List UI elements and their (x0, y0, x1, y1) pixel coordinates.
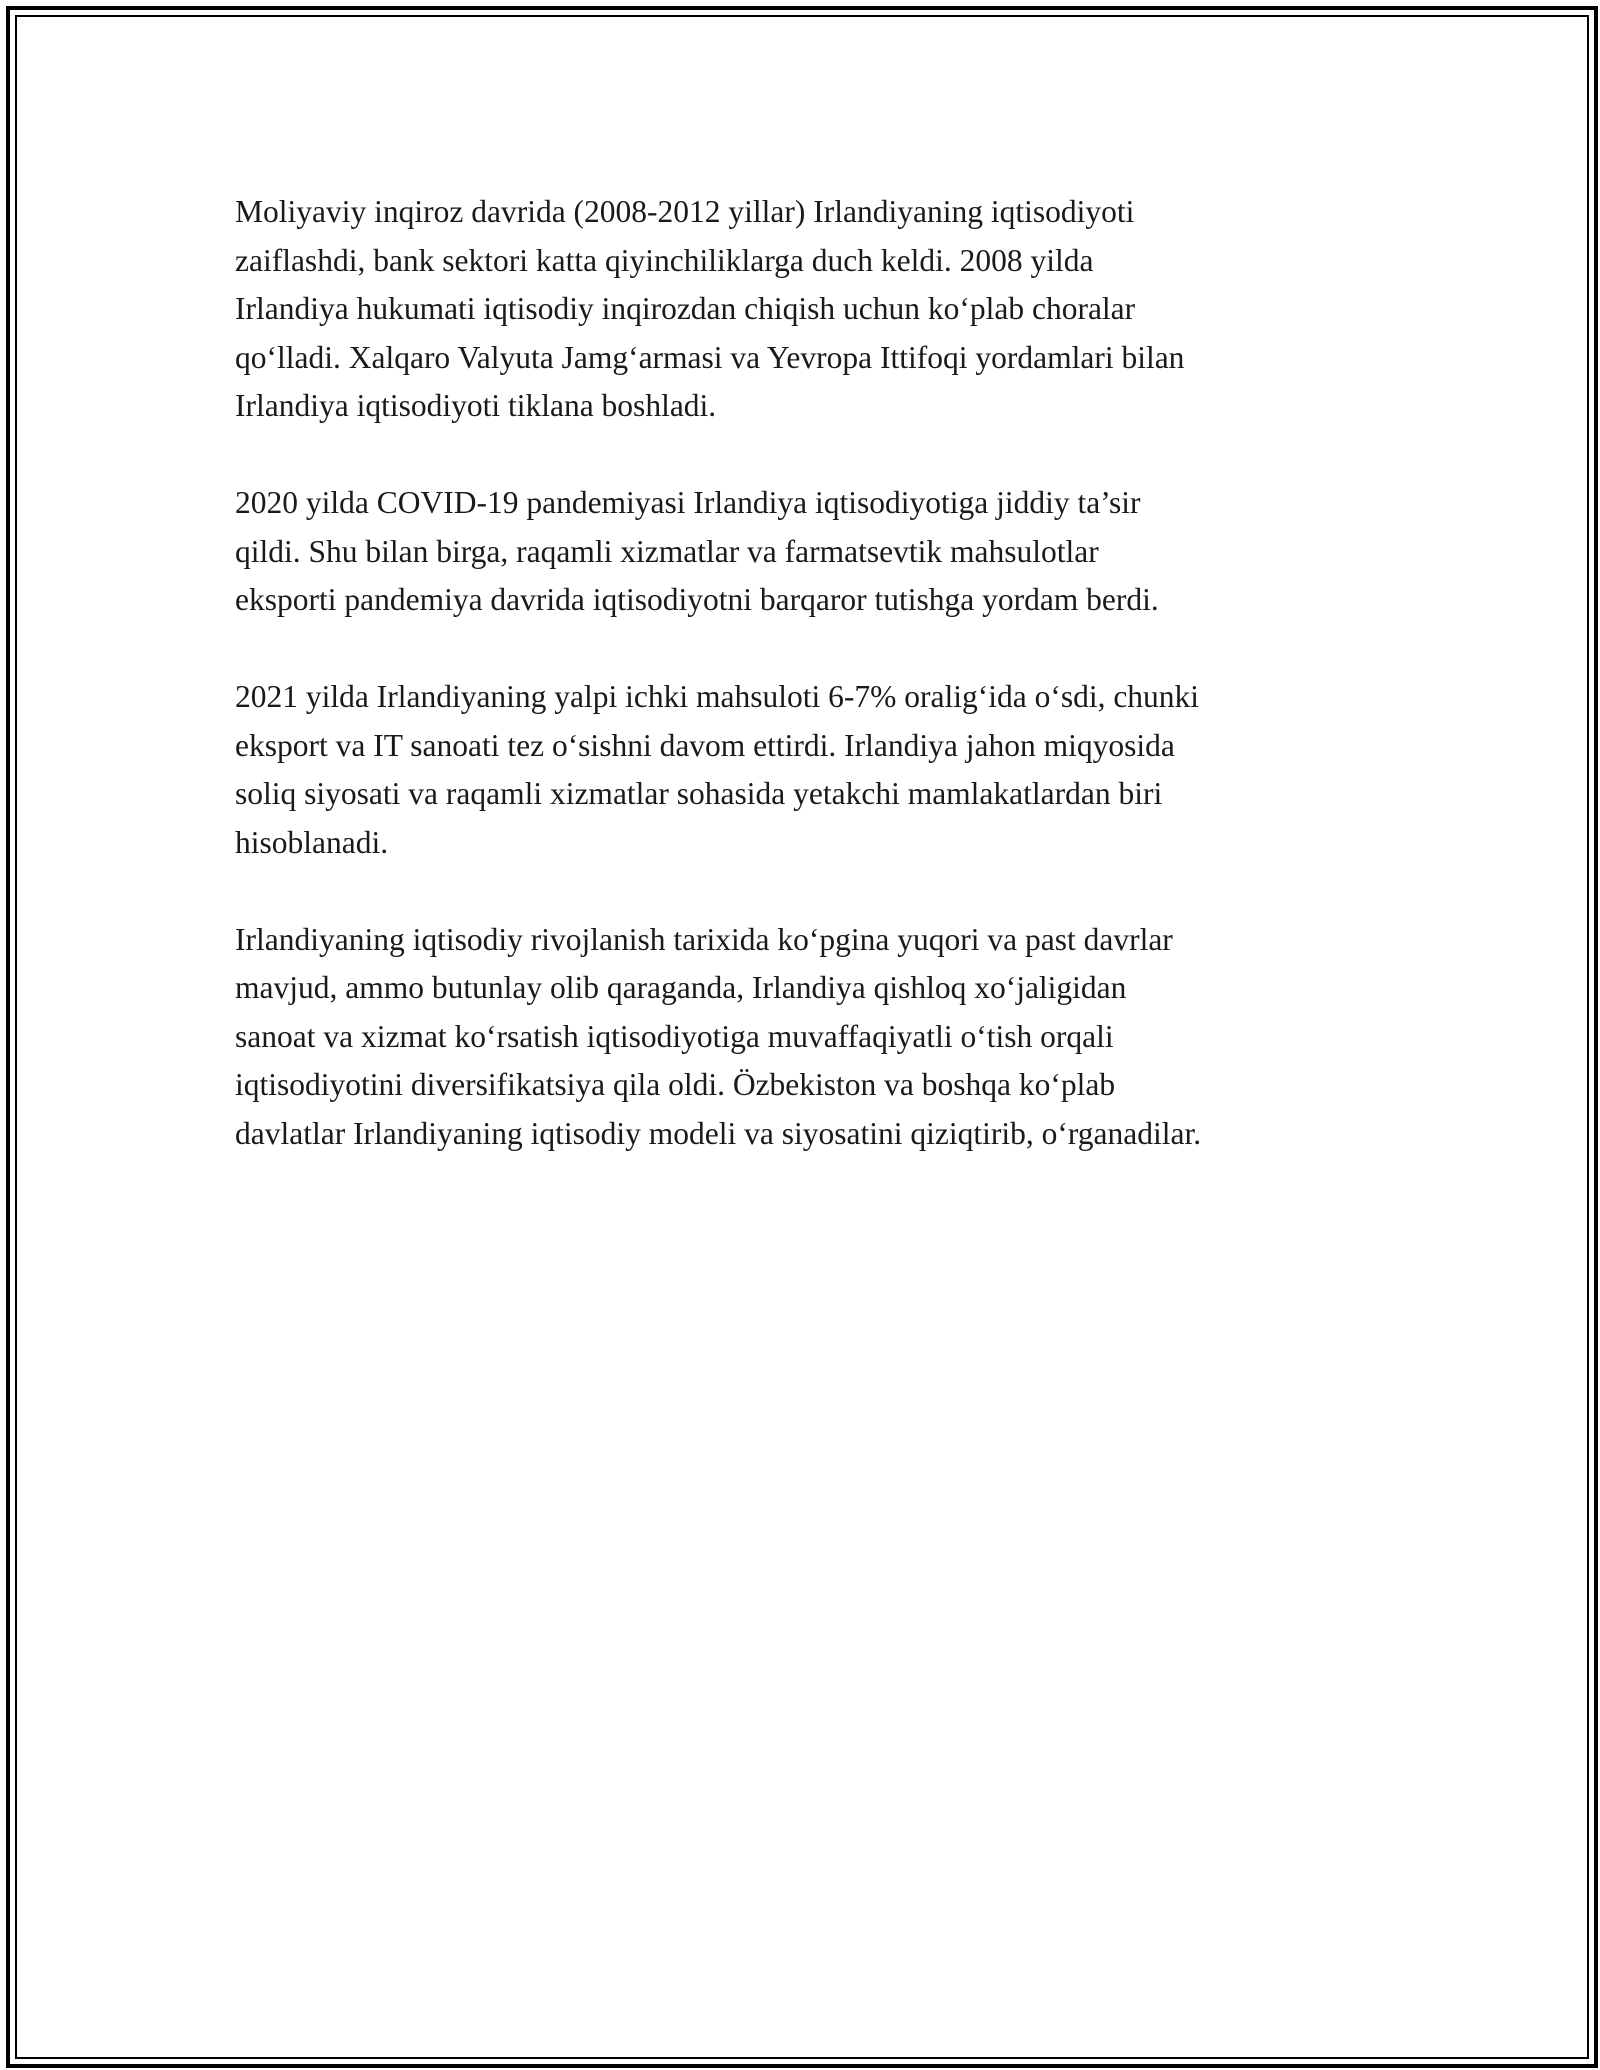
paragraph-covid-pandemic: 2020 yilda COVID-19 pandemiyasi Irlandiya iqtisodiyotiga jiddiy ta’sir qildi. Shu bilan birga, raqamli xizmatlar va farmatsevtik mahsulotlar eksporti pandemiya davrida iqtisodiyotni barqaror tutishga yordam berdi. (235, 485, 1159, 617)
document-body (235, 188, 1380, 1207)
paragraph-financial-crisis: Moliyaviy inqiroz davrida (2008-2012 yillar) Irlandiyaning iqtisodiyoti zaiflashdi, bank sektori katta qiyinchiliklarga duch keldi. 2008 yilda Irlandiya hukumati iqtisodiy inqirozdan chiqish uchun ko‘plab choralar qo‘lladi. Xalqaro Valyuta Jamg‘armasi va Yevropa Ittifoqi yordamlari bilan Irlandiya iqtisodiyoti tiklana boshladi. (235, 194, 1185, 423)
paragraph-gdp-growth-2021: 2021 yilda Irlandiyaning yalpi ichki mahsuloti 6-7% oralig‘ida o‘sdi, chunki eksport va IT sanoati tez o‘sishni davom ettirdi. Irlandiya jahon miqyosida soliq siyosati va raqamli xizmatlar sohasida yetakchi mamlakatlardan biri hisoblanadi. (235, 679, 1200, 860)
paragraph-economic-development: Irlandiyaning iqtisodiy rivojlanish tarixida ko‘pgina yuqori va past davrlar mavjud, ammo butunlay olib qaraganda, Irlandiya qishloq xo‘jaligidan sanoat va xizmat ko‘rsatish iqtisodiyotiga muvaffaqiyatli o‘tish orqali iqtisodiyotini diversifikatsiya qila oldi. Özbekiston va boshqa ko‘plab davlatlar Irlandiyaning iqtisodiy modeli va siyosatini qiziqtirib, o‘rganadilar. (235, 921, 1202, 1151)
